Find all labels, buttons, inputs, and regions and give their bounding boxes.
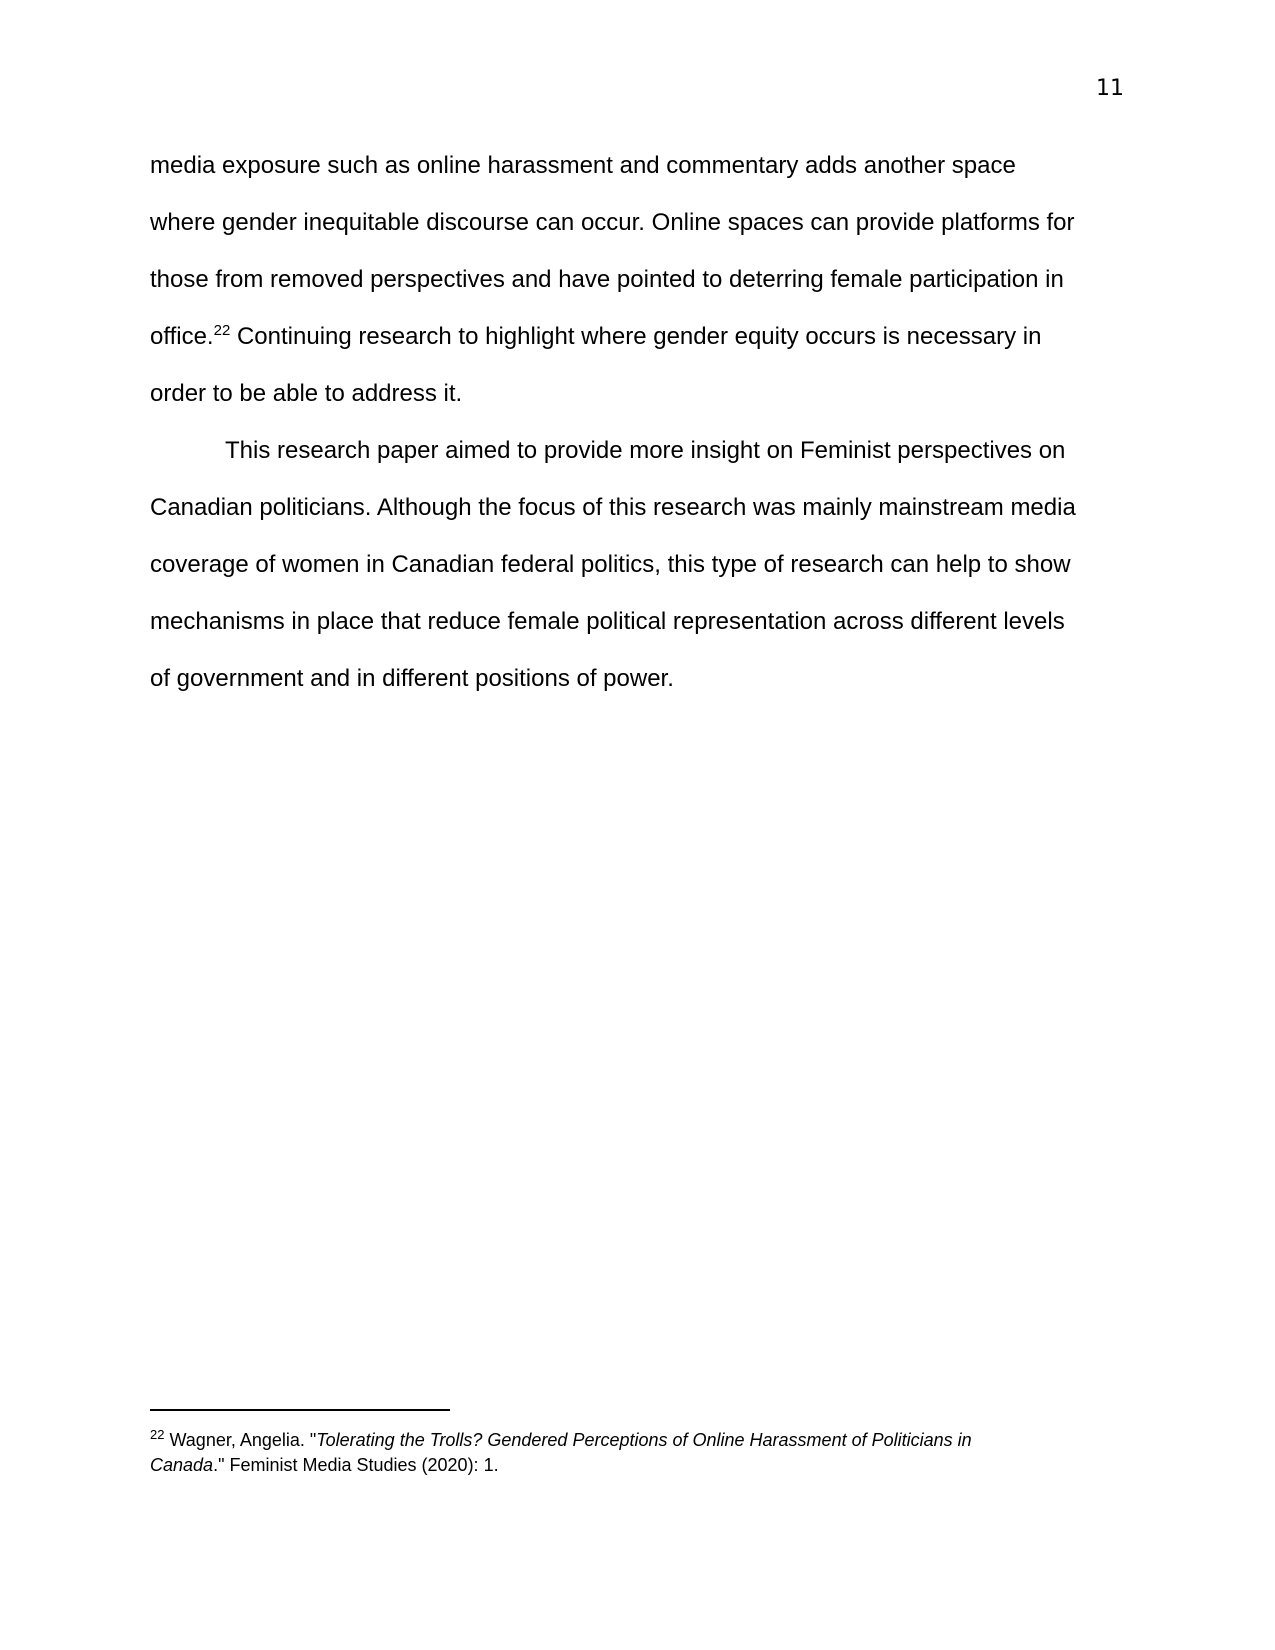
- body-line: This research paper aimed to provide more insight on Feminist perspectives on: [225, 437, 1066, 464]
- body-text-span: Continuing research to highlight where gender equity occurs is necessary in: [230, 323, 1042, 350]
- body-line: coverage of women in Canadian federal politics, this type of research can help to show: [150, 551, 1071, 578]
- footnote-title: Tolerating the Trolls? Gendered Perceptions of Online Harassment of Politicians in: [316, 1430, 972, 1450]
- body-line: [150, 322, 1041, 352]
- footnote-reference[interactable]: 22: [213, 322, 231, 339]
- footnote-number: 22: [150, 1427, 165, 1442]
- page-number: 11: [1096, 76, 1124, 101]
- body-line: mechanisms in place that reduce female political representation across different levels: [150, 608, 1065, 635]
- body-line: Canadian politicians. Although the focus of this research was mainly mainstream media: [150, 494, 1076, 521]
- body-text-span: office.: [150, 323, 214, 350]
- body-line: media exposure such as online harassment and commentary adds another space: [150, 152, 1016, 179]
- body-line: of government and in different positions of power.: [150, 665, 674, 692]
- body-line: those from removed perspectives and have pointed to deterring female participation in: [150, 266, 1064, 293]
- footnote-text: ." Feminist Media Studies (2020): 1.: [213, 1455, 499, 1475]
- footnote-separator: [150, 1409, 450, 1411]
- footnote-line: [150, 1454, 499, 1476]
- footnote-line: [150, 1429, 972, 1451]
- body-line: order to be able to address it.: [150, 380, 463, 407]
- footnote-title: Canada: [150, 1455, 214, 1475]
- body-line: where gender inequitable discourse can occur. Online spaces can provide platforms for: [150, 209, 1075, 236]
- footnote-text: Wagner, Angelia. ": [164, 1430, 317, 1450]
